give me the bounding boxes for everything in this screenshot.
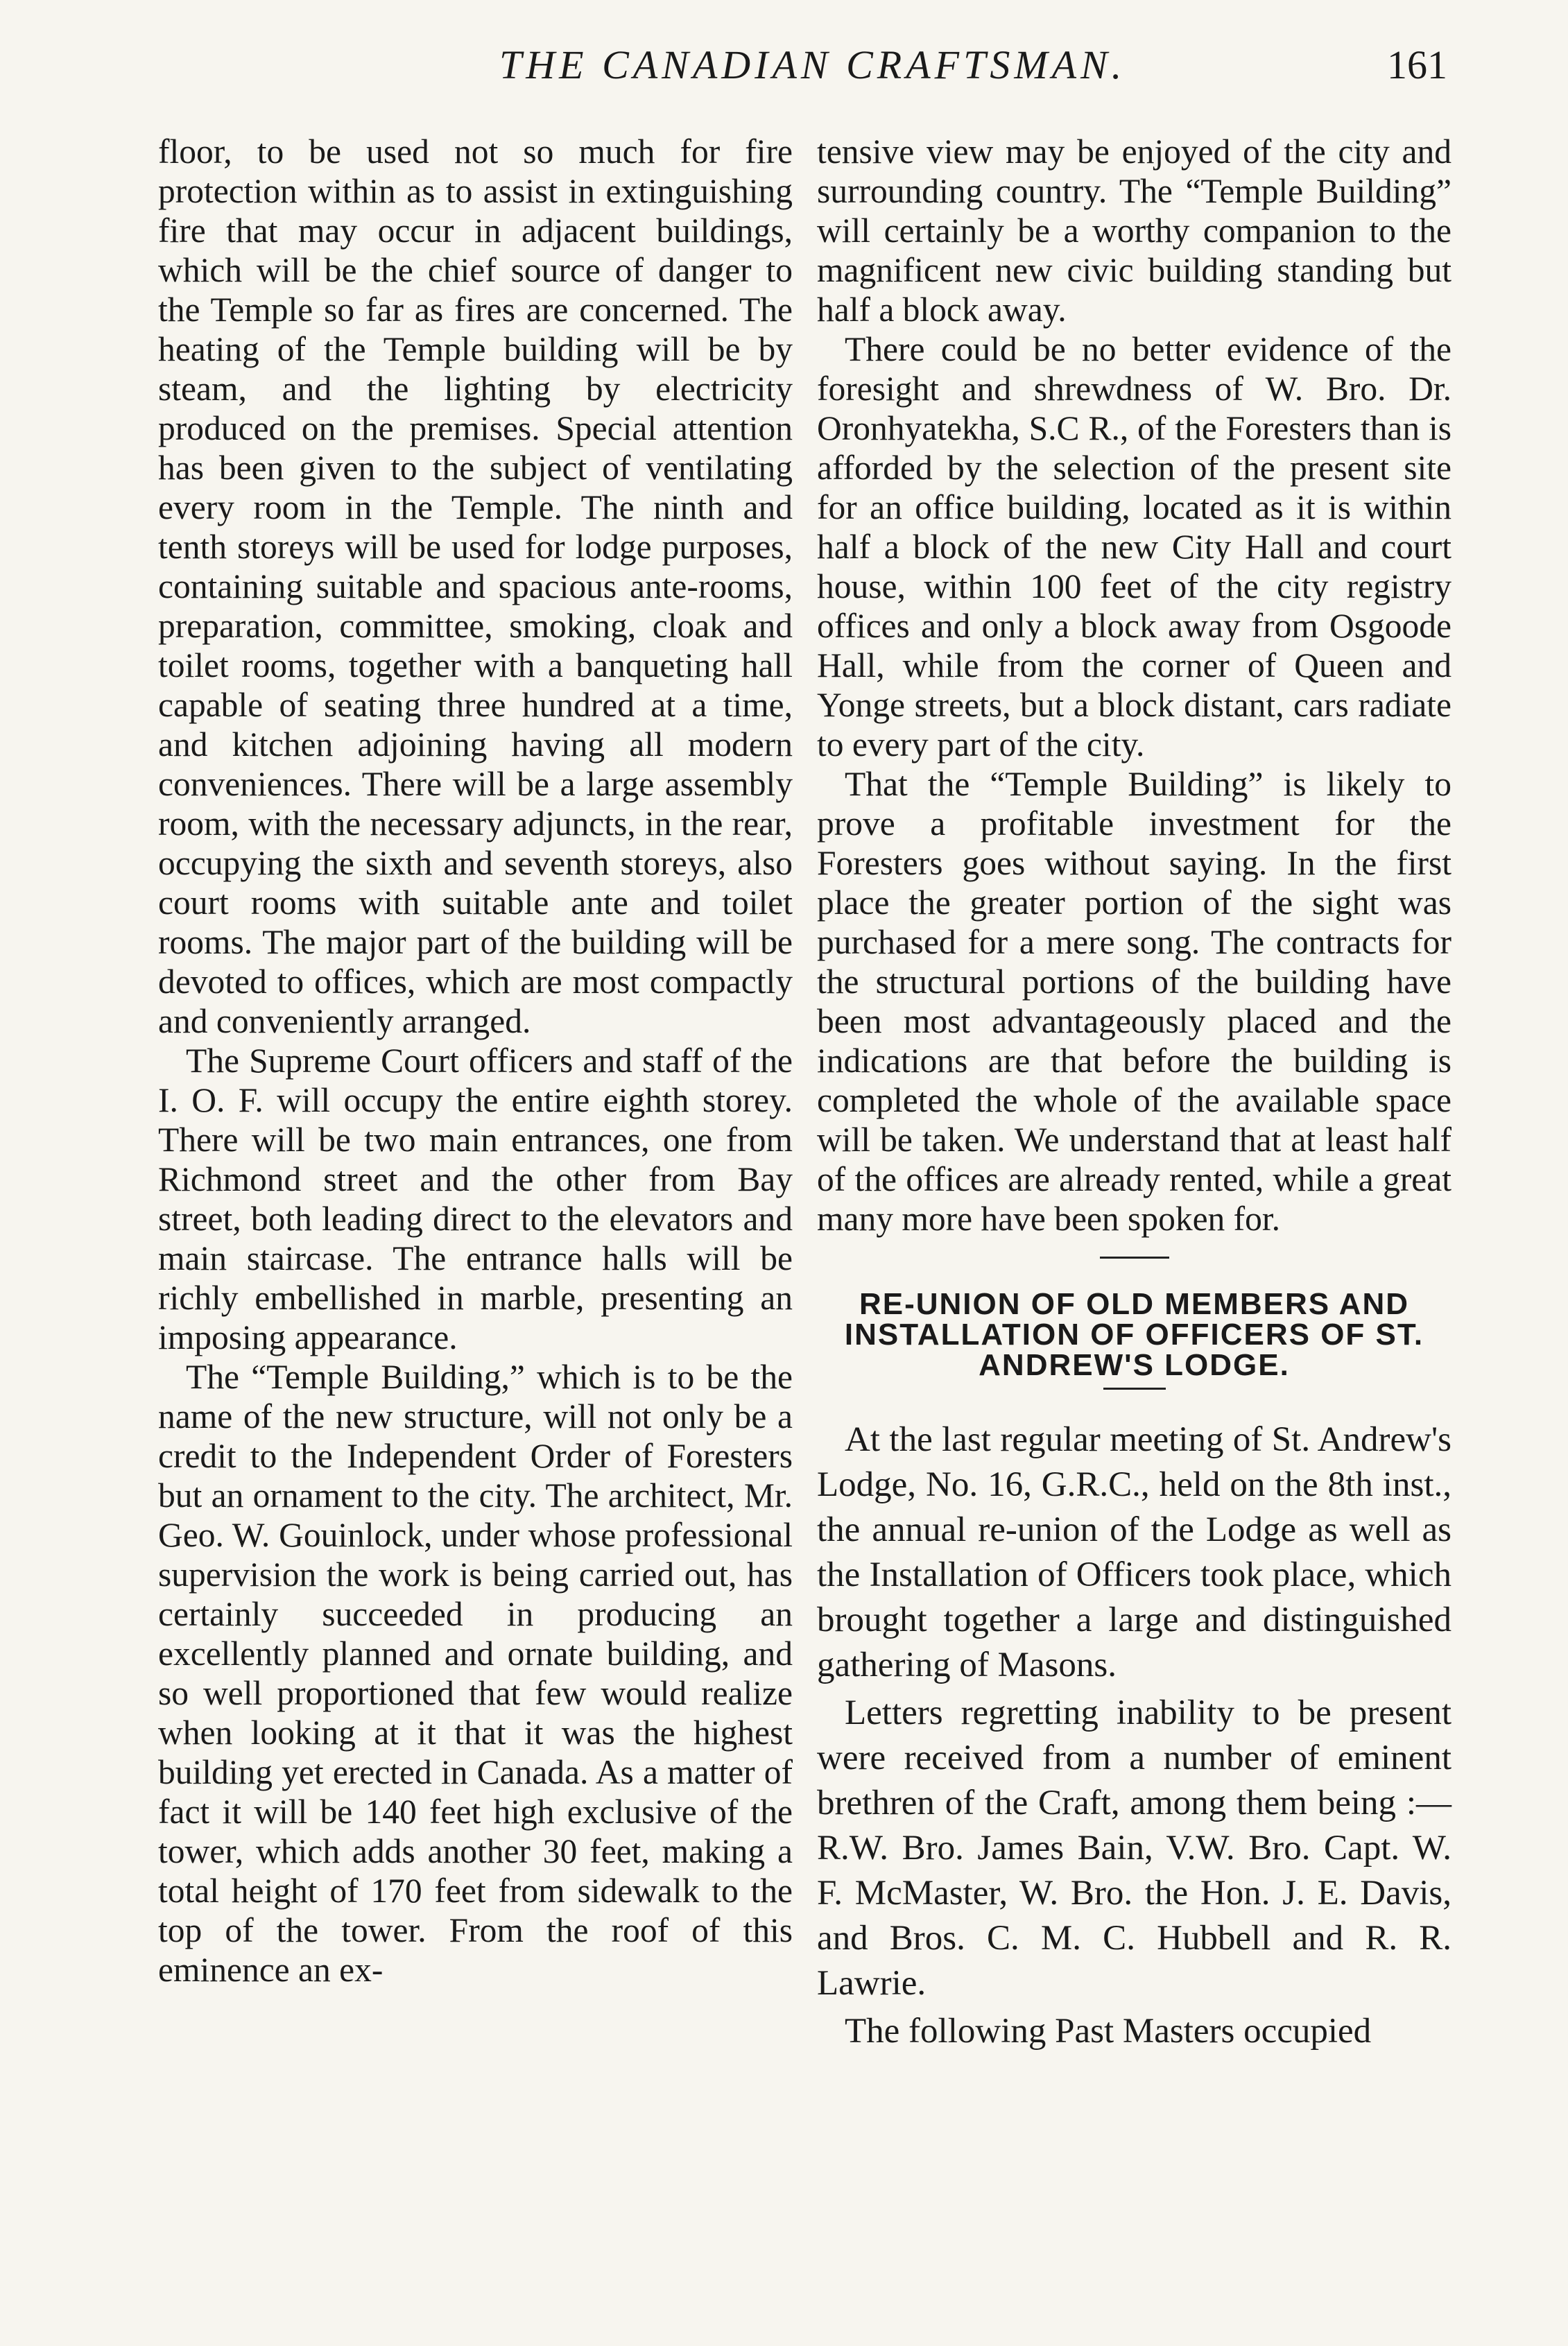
paragraph: tensive view may be enjoyed of the city and surrounding country. The “Temple Building” will certainly be a worthy companion to the magnificent new civic building standing but half a block away. xyxy=(817,132,1451,329)
heading-underline xyxy=(1103,1388,1166,1390)
paragraph: The “Temple Building,” which is to be the name of the new structure, will not only be a credit to the Independent Order of Foresters but an ornament to the city. The architect, Mr. Geo. W. Gouinlock, under whose professional supervision the work is being carried out, has certainly succeeded in producing an excellently planned and ornate building, and so well proportioned that few would realize when looking at it that it was the highest building yet erected in Canada. As a matter of fact it will be 140 feet high exclusive of the tower, which adds another 30 feet, making a total height of 170 feet from sidewalk to the top of the tower. From the roof of this eminence an ex- xyxy=(158,1358,793,1989)
section-heading: RE-UNION OF OLD MEMBERS AND INSTALLATION OF OFFICERS OF ST. ANDREW'S LODGE. xyxy=(844,1287,1424,1382)
running-title: THE CANADIAN CRAFTSMAN. xyxy=(499,42,1126,87)
paragraph: floor, to be used not so much for fire protection within as to assist in extinguishing fire that may occur in adjacent buildings, which will be the chief source of danger to the Temple so far as fires are concerned. The heating of the Temple building will be by steam, and the lighting by electricity produced on the premises. Special attention has been given to the subject of ventilating every room in the Temple. The ninth and tenth storeys will be used for lodge purposes, containing suitable and spacious ante-rooms, preparation, committee, smoking, cloak and toilet rooms, together with a banqueting hall capable of seating three hundred at a time, and kitchen adjoining having all modern conveniences. There will be a large assembly room, with the necessary adjuncts, in the rear, occupying the sixth and seventh storeys, also court rooms with suitable ante and toilet rooms. The major part of the building will be devoted to offices, which are most compactly and conveniently arranged. xyxy=(158,132,793,1040)
paragraph: The Supreme Court officers and staff of the I. O. F. will occupy the entire eighth storey. There will be two main entrances, one from Richmond street and the other from Bay street, both leading direct to the elevators and main staircase. The entrance halls will be richly embellished in marble, presenting an imposing appearance. xyxy=(158,1042,793,1356)
paragraph: Letters regretting inability to be present were received from a number of eminent brethren of the Craft, among them being :—R.W. Bro. James Bain, V.W. Bro. Capt. W. F. McMaster, W. Bro. the Hon. J. E. Davis, and Bros. C. M. C. Hubbell and R. R. Lawrie. xyxy=(817,1693,1451,2003)
page-number: 161 xyxy=(1387,42,1447,87)
paragraph: The following Past Masters occupied xyxy=(845,2012,1372,2051)
left-column xyxy=(158,132,793,1990)
running-head xyxy=(0,42,1568,111)
paragraph: That the “Temple Building” is likely to prove a profitable investment for the Foresters goes without saying. In the first place the greater portion of the sight was purchased for a mere song. The contracts for the structural portions of the building have been most advantageously placed and the indications are that before the building is completed the whole of the available space will be taken. We understand that at least half of the offices are already rented, while a great many more have been spoken for. xyxy=(817,765,1451,1238)
paragraph: There could be no better evidence of the foresight and shrewdness of W. Bro. Dr. Oronhyatekha, S.C R., of the Foresters than is afforded by the selection of the present site for an office building, located as it is within half a block of the new City Hall and court house, within 100 feet of the city registry offices and only a block away from Osgoode Hall, while from the corner of Queen and Yonge streets, but a block distant, cars radiate to every part of the city. xyxy=(817,330,1451,764)
article-body xyxy=(817,1417,1451,2054)
paragraph: At the last regular meeting of St. Andrew's Lodge, No. 16, G.R.C., held on the 8th inst., the annual re-union of the Lodge as well as the Installation of Officers took place, which brought together a large and distinguished gathering of Masons. xyxy=(817,1420,1451,1684)
section-divider xyxy=(1100,1257,1169,1259)
right-column xyxy=(817,132,1451,2057)
